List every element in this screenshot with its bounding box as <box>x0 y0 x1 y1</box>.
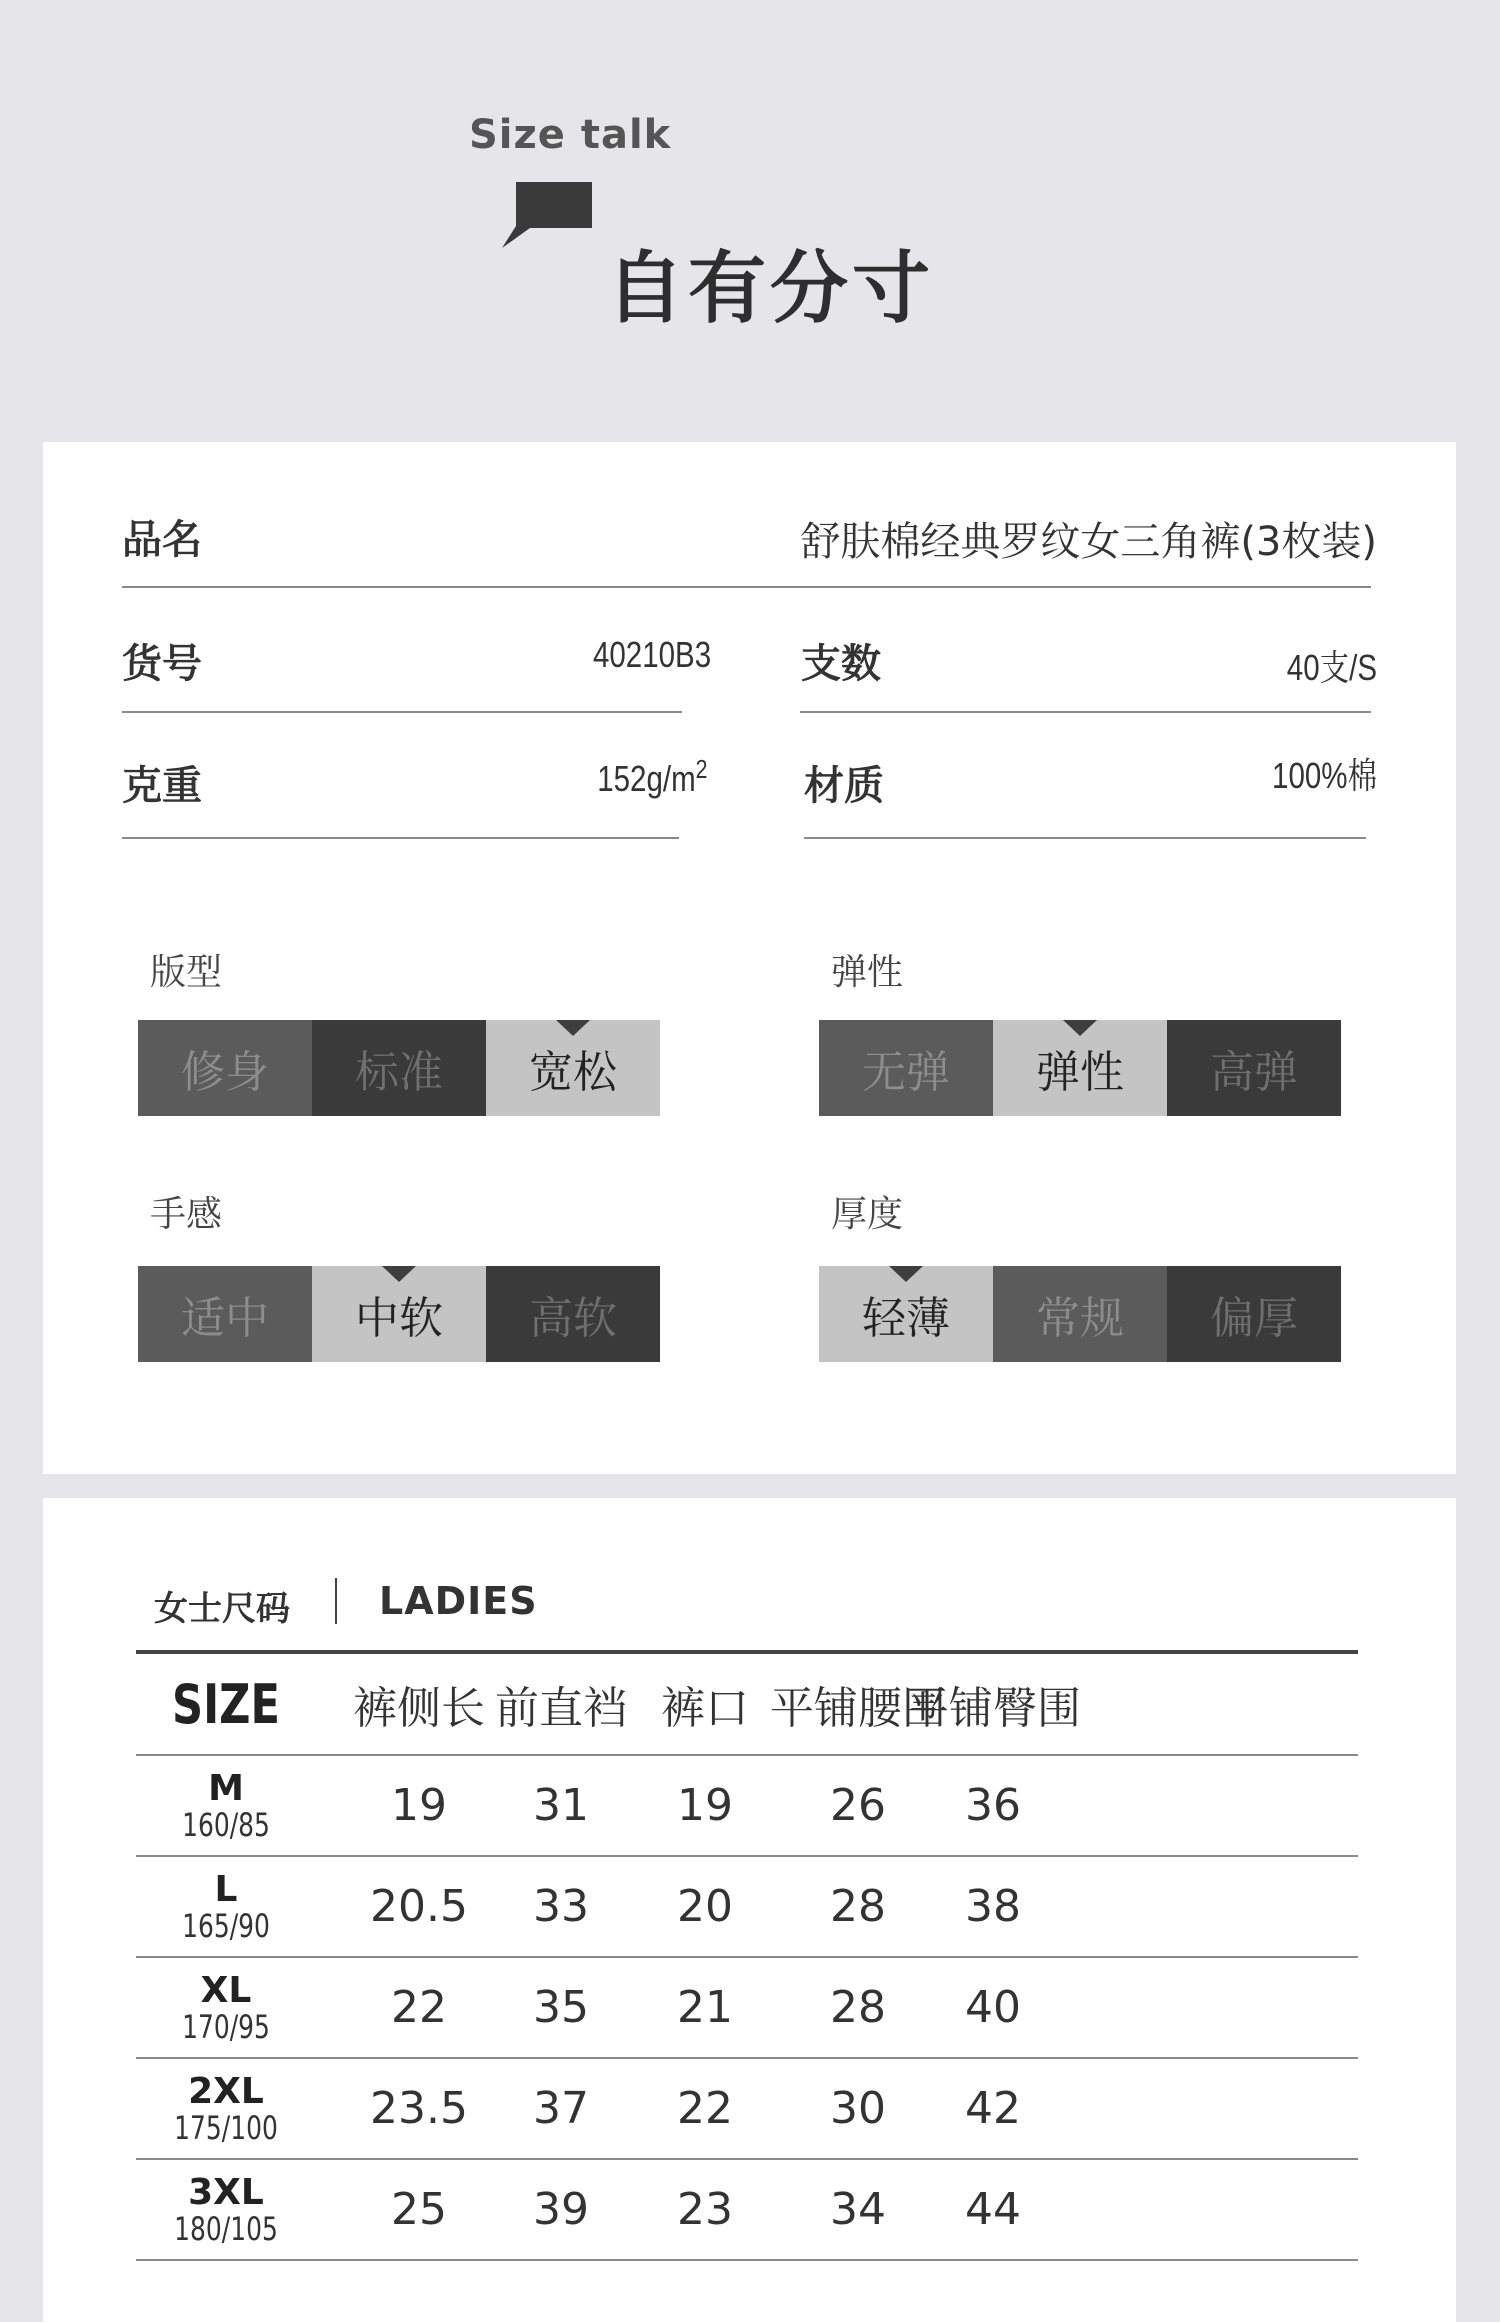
selected-marker-icon <box>889 1266 923 1282</box>
weight-value <box>598 754 708 800</box>
weight-number: 152g/m <box>597 758 697 799</box>
table-header-cell: SIZE <box>171 1672 281 1736</box>
size-code: M <box>208 1767 244 1809</box>
divider <box>800 711 1371 713</box>
attribute-scale <box>819 1266 1341 1362</box>
table-row <box>136 1857 1358 1958</box>
attribute-option: 弹性 <box>993 1020 1167 1116</box>
divider <box>804 837 1366 839</box>
table-header-row <box>136 1650 1358 1756</box>
size-code: L <box>214 1868 238 1910</box>
header <box>0 0 1500 440</box>
attribute-option: 高软 <box>486 1266 660 1362</box>
table-cell: 40 <box>965 1982 1021 2033</box>
divider <box>122 586 1371 588</box>
selected-marker-icon <box>556 1020 590 1036</box>
attribute-option: 宽松 <box>486 1020 660 1116</box>
table-row <box>136 2059 1358 2160</box>
size-chart-title-cn: 女士尺码 <box>154 1589 290 1629</box>
size-code: XL <box>200 1969 252 2011</box>
table-cell: 20.5 <box>370 1881 468 1932</box>
selected-marker-icon <box>1063 1020 1097 1036</box>
attribute-option: 中软 <box>312 1266 486 1362</box>
attribute-option: 轻薄 <box>819 1266 993 1362</box>
size-cell <box>160 2070 293 2147</box>
size-dims: 175/100 <box>174 2108 278 2147</box>
attribute-label: 手感 <box>150 1194 223 1235</box>
sku-label: 货号 <box>122 641 202 687</box>
attribute-option: 标准 <box>312 1020 486 1116</box>
table-header-cell: 平铺臀围 <box>905 1683 1081 1734</box>
speech-bubble-icon <box>502 182 592 248</box>
size-cell <box>170 1868 283 1945</box>
table-row <box>136 1958 1358 2059</box>
divider <box>122 711 682 713</box>
size-table <box>136 1650 1358 2261</box>
table-cell: 25 <box>391 2184 447 2235</box>
table-cell: 19 <box>677 1780 733 1831</box>
size-cell <box>170 1767 283 1844</box>
table-cell: 42 <box>965 2083 1021 2134</box>
table-cell: 26 <box>830 1780 886 1831</box>
selected-marker-icon <box>382 1266 416 1282</box>
attribute-label: 弹性 <box>831 952 904 993</box>
table-header-cell: 平铺腰围 <box>770 1683 946 1734</box>
table-row <box>136 1756 1358 1857</box>
size-code: 2XL <box>188 2070 264 2112</box>
weight-sup: 2 <box>696 754 708 784</box>
table-cell: 39 <box>533 2184 589 2235</box>
attribute-option: 无弹 <box>819 1020 993 1116</box>
divider <box>335 1578 337 1624</box>
table-cell: 28 <box>830 1881 886 1932</box>
size-cell <box>170 1969 283 2046</box>
sku-value: 40210B3 <box>592 634 711 675</box>
size-dims: 165/90 <box>182 1906 270 1945</box>
table-cell: 23.5 <box>370 2083 468 2134</box>
attribute-scale <box>138 1020 660 1116</box>
table-cell: 33 <box>533 1881 589 1932</box>
table-cell: 31 <box>533 1780 589 1831</box>
subtitle: Size talk <box>469 112 672 158</box>
size-code: 3XL <box>188 2171 264 2213</box>
material-label: 材质 <box>804 763 884 809</box>
page-title: 自有分寸 <box>606 244 935 334</box>
table-cell: 23 <box>677 2184 733 2235</box>
divider <box>122 837 679 839</box>
attribute-option: 高弹 <box>1167 1020 1341 1116</box>
attribute-scale <box>819 1020 1341 1116</box>
table-header-cell: 裤口 <box>661 1683 749 1734</box>
table-cell: 37 <box>533 2083 589 2134</box>
table-cell: 36 <box>965 1780 1021 1831</box>
size-dims: 160/85 <box>182 1805 270 1844</box>
table-row <box>136 2160 1358 2261</box>
attribute-scale <box>138 1266 660 1362</box>
weight-label: 克重 <box>122 763 202 809</box>
size-dims: 170/95 <box>182 2007 270 2046</box>
count-label: 支数 <box>801 641 881 687</box>
attribute-label: 厚度 <box>831 1194 904 1235</box>
table-cell: 19 <box>391 1780 447 1831</box>
count-value: 40支/S <box>1286 647 1377 688</box>
size-cell <box>160 2171 293 2248</box>
table-cell: 28 <box>830 1982 886 2033</box>
material-value: 100%棉 <box>1271 755 1377 796</box>
table-header-cell: 裤侧长 <box>353 1683 485 1734</box>
attribute-option: 偏厚 <box>1167 1266 1341 1362</box>
product-name-label: 品名 <box>122 517 202 563</box>
size-chart-title-en: LADIES <box>379 1579 538 1623</box>
table-cell: 22 <box>391 1982 447 2033</box>
attribute-label: 版型 <box>150 952 223 993</box>
table-cell: 21 <box>677 1982 733 2033</box>
table-header-cell: 前直裆 <box>495 1683 627 1734</box>
table-cell: 44 <box>965 2184 1021 2235</box>
size-dims: 180/105 <box>174 2209 278 2248</box>
attribute-option: 适中 <box>138 1266 312 1362</box>
table-cell: 38 <box>965 1881 1021 1932</box>
size-chart-card <box>43 1498 1456 2322</box>
product-name-value: 舒肤棉经典罗纹女三角裤(3枚装) <box>800 519 1377 565</box>
table-cell: 20 <box>677 1881 733 1932</box>
table-cell: 22 <box>677 2083 733 2134</box>
table-cell: 34 <box>830 2184 886 2235</box>
product-info-card <box>43 442 1456 1474</box>
table-cell: 30 <box>830 2083 886 2134</box>
attribute-option: 常规 <box>993 1266 1167 1362</box>
attribute-option: 修身 <box>138 1020 312 1116</box>
table-cell: 35 <box>533 1982 589 2033</box>
